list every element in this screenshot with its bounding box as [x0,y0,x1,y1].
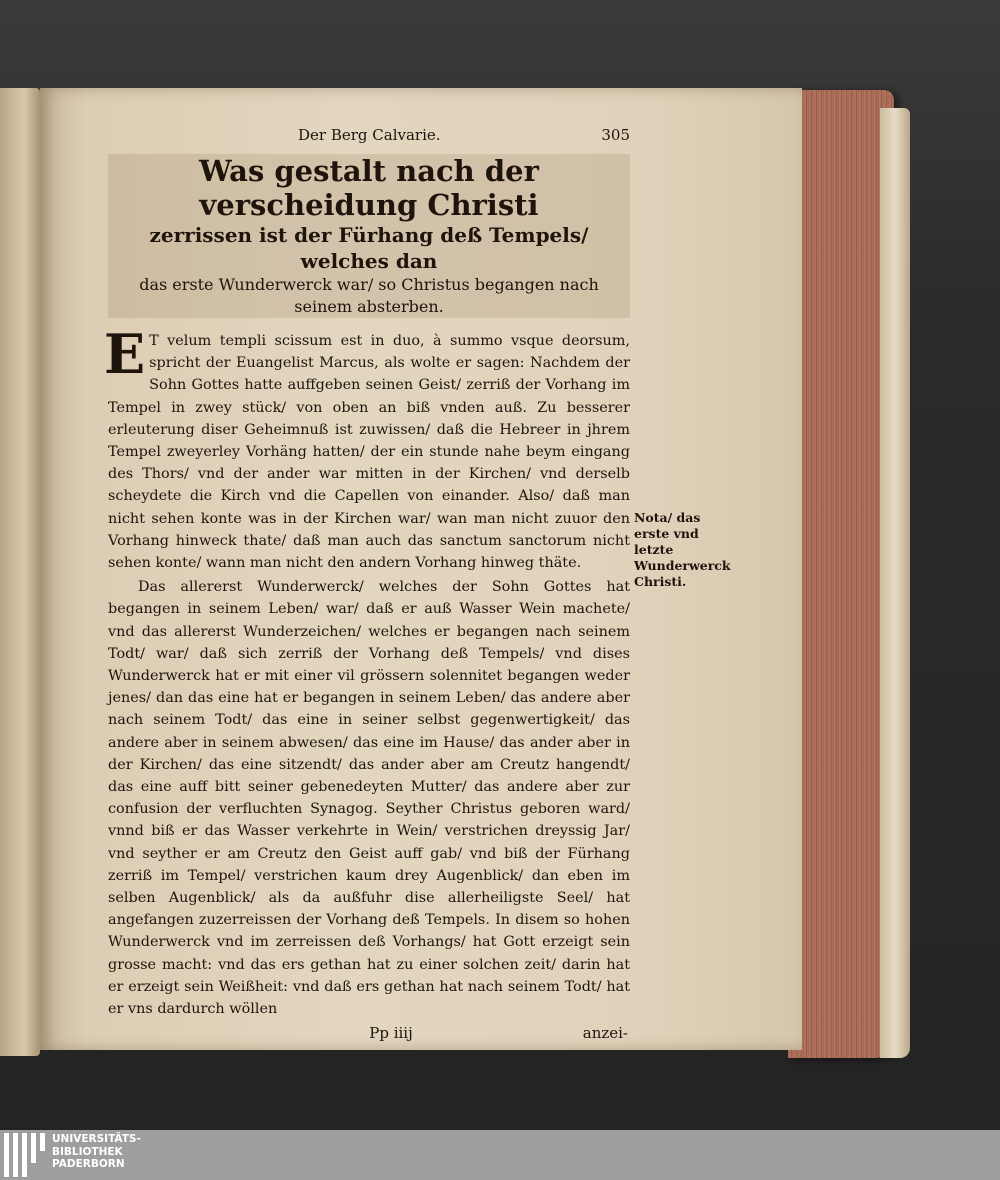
page-footer [108,1024,630,1042]
running-head-title: Der Berg Calvarie. [298,126,441,144]
library-logo-icon [4,1133,46,1177]
title-line-1: Was gestalt nach der verscheidung Christi [199,154,539,222]
book-cover [880,108,910,1058]
paragraph-2 [108,576,630,1020]
left-page-edge [0,88,40,1056]
signature-mark: Pp iiij [369,1024,413,1043]
title-line-3: das erste Wunderwerck war/ so Christus begangen nach seinem absterben. [139,275,599,316]
paragraph-1-text: T velum templi scissum est in duo, à summo vsque deorsum, spricht der Euangelist Marcus, als wolte er sagen: Nachdem der Sohn Gottes hatte auffgeben seinen Geist/ zerriß der Vorhang im Tempel in zwey stück/ von oben an biß vnden auß. Zu besserer erleuterung diser Geheimnuß ist zuwissen/ daß die Hebreer in jhrem Tempel zweyerley Vorhäng hatten/ der ein stunde nahe beym eingang des Thors/ vnd der ander war mitten in der Kirchen/ vnd derselb scheydete die Kirch vnd die Capellen von einander. Also/ daß man nicht sehen konte was in der Kirchen war/ wan man nicht zuuor den Vorhang hinweck thate/ daß man auch das sanctum sanctorum nicht sehen konte/ wann man nicht den andern Vorhang hinweg thäte. [108,333,630,572]
drop-cap: E [104,322,146,386]
margin-note: Nota/ das erste vnd letzte Wunderwerck Christi. [634,510,731,589]
chapter-title [108,154,630,318]
library-name-line-3: PADERBORN [52,1158,125,1170]
paragraph-1 [104,322,630,574]
title-line-2: zerrissen ist der Fürhang deß Tempels/ welches dan [149,223,589,273]
page-number: 305 [601,126,630,144]
paragraph-2-text: Das allererst Wunderwerck/ welches der Sohn Gottes hat begangen in seinem Leben/ war/ daß er auß Wasser Wein machete/ vnd das allererst Wunderzeichen/ welches er begangen nach seinem Todt/ war/ daß sich zerriß der Vorhang deß Tempels/ vnd dises Wunderwerck hat er mit einer vil grössern solennitet begangen weder jenes/ dan das eine hat er begangen in seinem Leben/ das andere aber nach seinem Todt/ das eine in seiner selbst gegenwertigkeit/ das andere aber in seinem abwesen/ das eine im Hause/ das ander aber in der Kirchen/ das eine sitzendt/ das ander aber am Creutz hangendt/ das eine auff bitt seiner gebenedeyten Mutter/ das andere aber zur confusion der verfluchten Synagog. Seyther Christus geboren ward/ vnnd biß er das Wasser verkehrte in Wein/ verstrichen dreyssig Jar/ vnd seyther er am Creutz den Geist auff gab/ vnd biß der Fürhang zerriß im Tempel/ verstrichen kaum drey Augenblick/ dan eben im selben Augenblick/ als da außfuhr dise allerheiligste Seel/ hat angefangen zuzerreissen der Vorhang deß Tempels. In disem so hohen Wunderwerck vnd im zerreissen deß Vorhangs/ hat Gott erzeigt sein grosse macht: vnd das ers gethan hat zu einer solchen zeit/ darin hat er erzeigt sein Weißheit: vnd daß ers gethan hat nach seinem Todt/ hat er vns dardurch wöllen [108,579,630,1018]
page-edges [788,90,894,1058]
page-text-block [104,126,630,1043]
catchword: anzei- [582,1024,628,1043]
library-name-line-2: BIBLIOTHEK [52,1145,123,1158]
running-head [108,126,630,144]
library-banner [0,1130,1000,1180]
library-name-line-1: UNIVERSITÄTS- [52,1133,141,1145]
library-name [52,1133,141,1171]
